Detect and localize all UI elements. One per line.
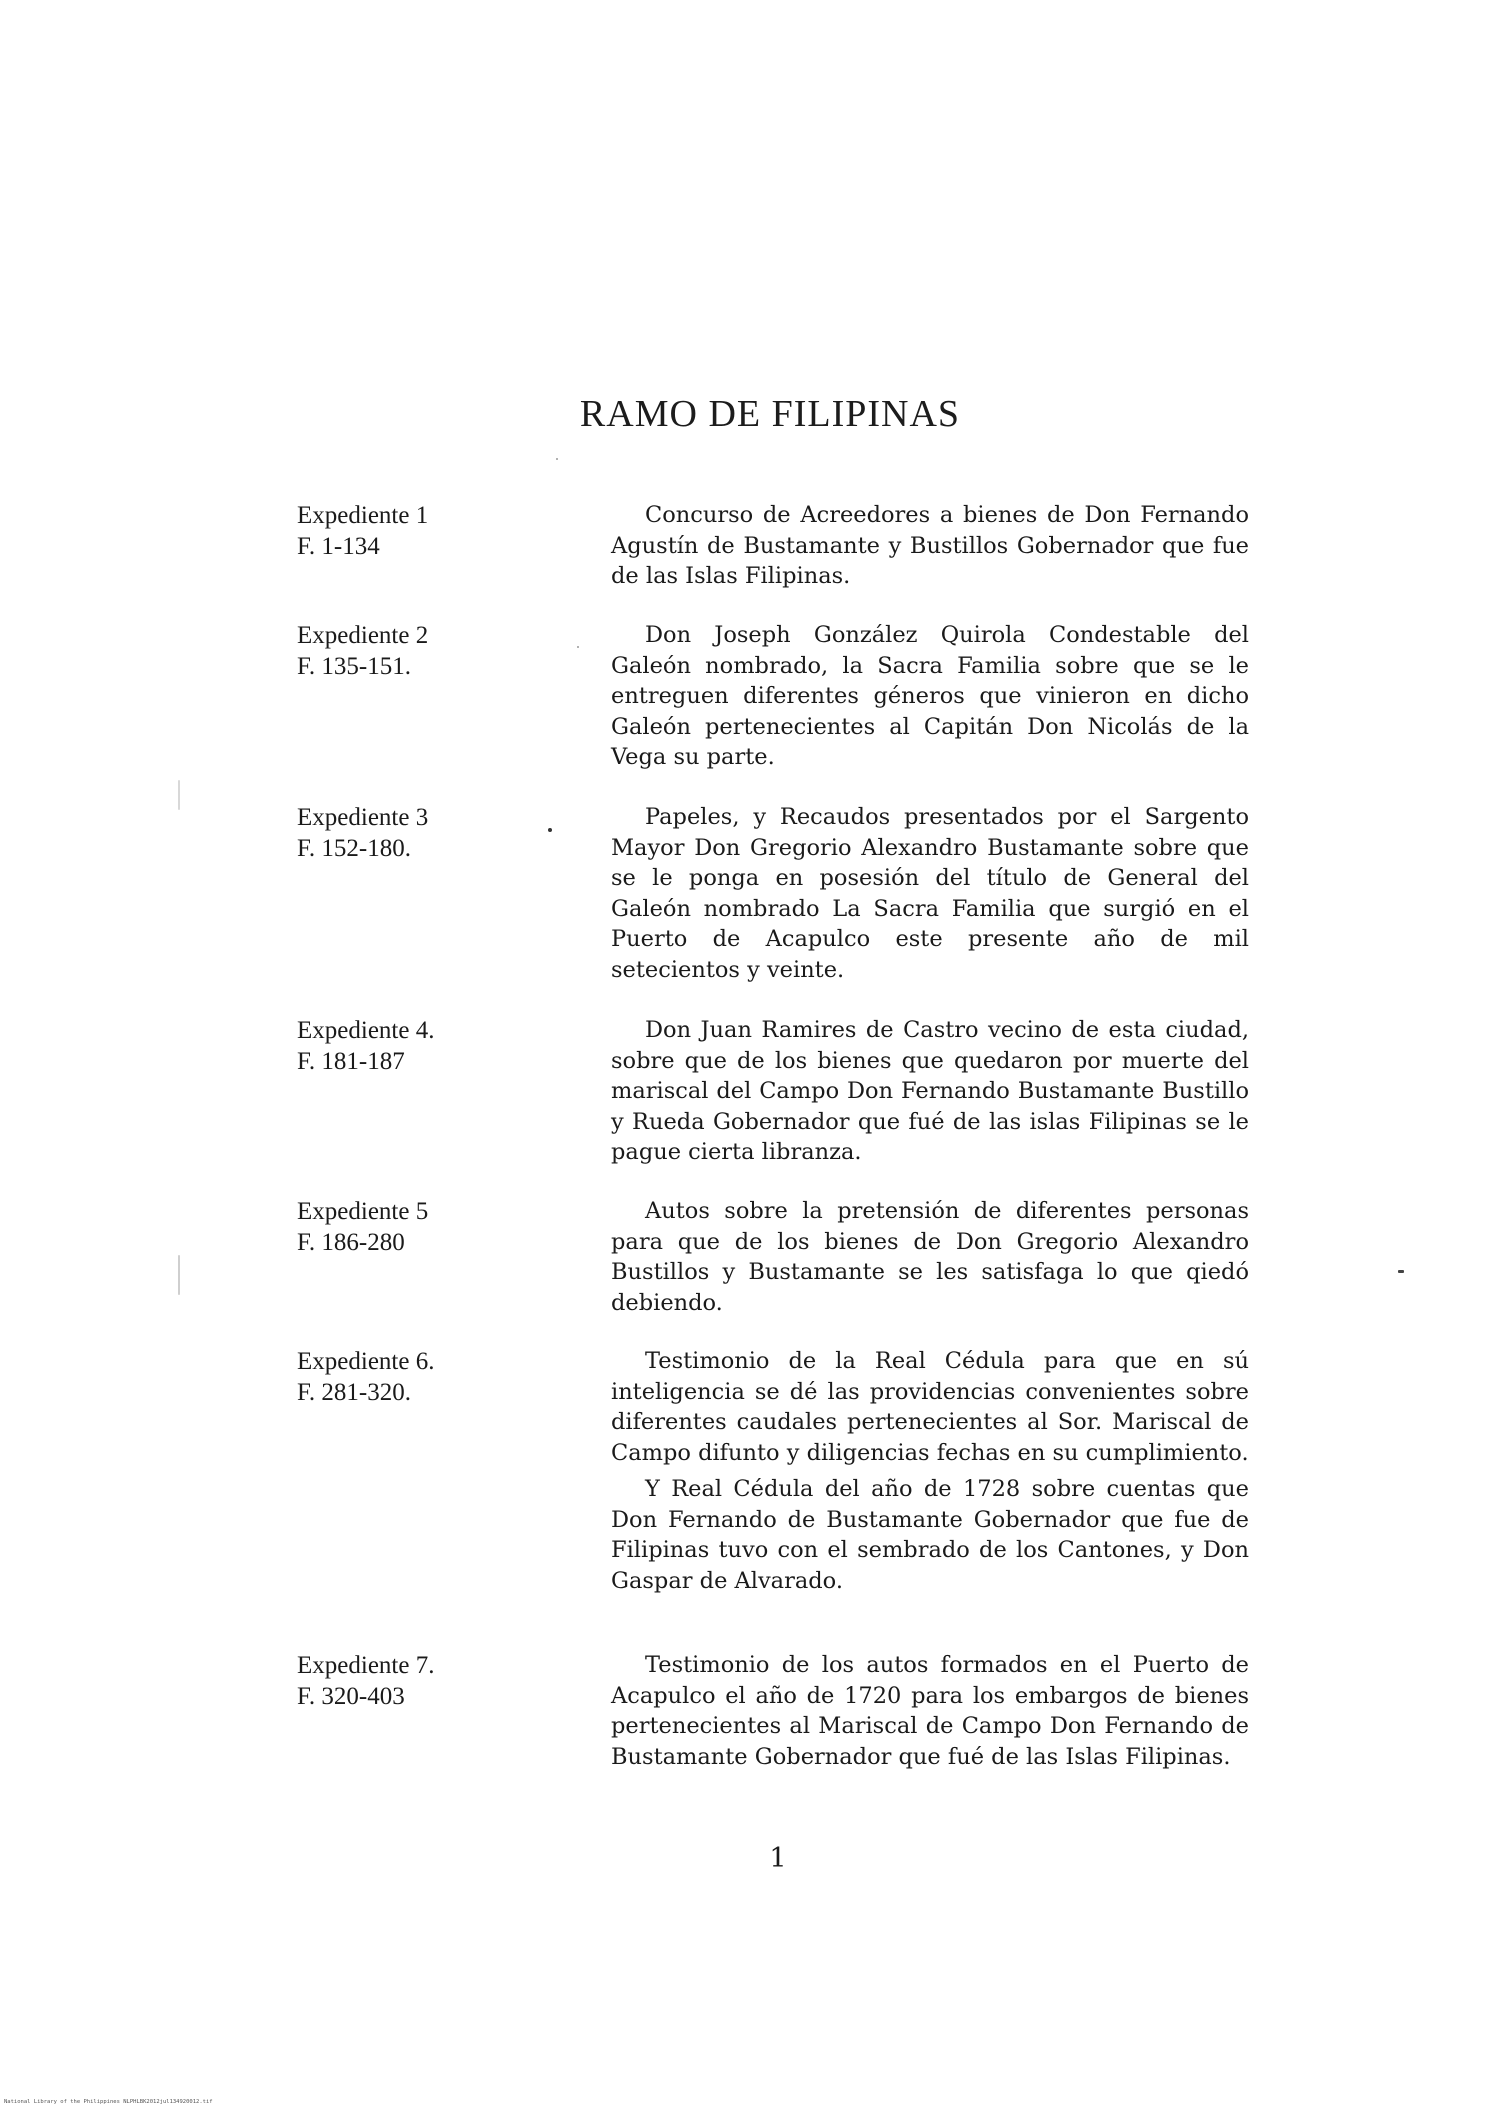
description-paragraph: Testimonio de la Real Cédula para que en sú inteligencia se dé las providencias convenientes sobre diferentes caudales pertenecientes al Sor. Mariscal de Campo difunto y diligencias fechas en su cumplimiento. — [611, 1348, 1249, 1466]
expediente-label: Expediente 3 — [297, 804, 429, 831]
folio-range: F. 320-403 — [297, 1683, 405, 1710]
description-paragraph: Y Real Cédula del año de 1728 sobre cuentas que Don Fernando de Bustamante Gobernador que fue de Filipinas tuvo con el sembrado de los Cantones, y Don Gaspar de Alvarado. — [611, 1476, 1249, 1594]
description-paragraph: Autos sobre la pretensión de diferentes personas para que de los bienes de Don Gregorio Alexandro Bustillos y Bustamante se les satisfaga lo que qiedó debiendo. — [611, 1198, 1249, 1316]
folio-range: F. 281-320. — [297, 1379, 411, 1406]
page-number: 1 — [769, 1843, 787, 1874]
archive-footer-stamp: National Library of the Philippines NLPHLBK2012jul134920012.tif — [4, 2099, 213, 2105]
expediente-label: Expediente 6. — [297, 1348, 435, 1375]
folio-range: F. 152-180. — [297, 835, 411, 862]
expediente-label: Expediente 5 — [297, 1198, 429, 1225]
description-paragraph: Testimonio de los autos formados en el Puerto de Acapulco el año de 1720 para los embargos de bienes pertenecientes al Mariscal de Campo Don Fernando de Bustamante Gobernador que fué de las Islas Filipinas. — [611, 1652, 1249, 1770]
entry-reference — [297, 1650, 434, 1712]
description-paragraph: Papeles, y Recaudos presentados por el Sargento Mayor Don Gregorio Alexandro Bustamante sobre que se le ponga en posesión del título de General del Galeón nombrado La Sacra Familia que surgió en el Puerto de Acapulco este presente año de mil setecientos y veinte. — [611, 804, 1249, 983]
scan-speck — [577, 646, 579, 648]
entry-reference — [297, 802, 428, 864]
entry-reference — [297, 500, 428, 562]
entry-reference — [297, 1196, 428, 1258]
entry-reference — [297, 1346, 434, 1408]
page-title: RAMO DE FILIPINAS — [579, 393, 961, 435]
entry-description — [611, 1346, 1249, 1596]
expediente-label: Expediente 4. — [297, 1017, 435, 1044]
entry-description — [611, 620, 1249, 773]
expediente-label: Expediente 2 — [297, 622, 429, 649]
expediente-label: Expediente 7. — [297, 1652, 435, 1679]
scan-speck — [548, 828, 552, 832]
scan-speck — [556, 458, 558, 460]
expediente-label: Expediente 1 — [297, 502, 429, 529]
scan-speck — [1398, 1270, 1404, 1273]
entry-description — [611, 802, 1249, 985]
description-paragraph: Don Juan Ramires de Castro vecino de esta ciudad, sobre que de los bienes que quedaron por muerte del mariscal del Campo Don Fernando Bustamante Bustillo y Rueda Gobernador que fué de las islas Filipinas se le pague cierta libranza. — [611, 1017, 1249, 1165]
scan-speck — [178, 780, 180, 810]
folio-range: F. 135-151. — [297, 653, 411, 680]
description-paragraph: Concurso de Acreedores a bienes de Don Fernando Agustín de Bustamante y Bustillos Gobernador que fue de las Islas Filipinas. — [611, 502, 1249, 589]
folio-range: F. 186-280 — [297, 1229, 405, 1256]
scan-speck — [178, 1255, 180, 1295]
entry-reference — [297, 1015, 434, 1077]
entry-description — [611, 500, 1249, 592]
folio-range: F. 1-134 — [297, 533, 380, 560]
entry-reference — [297, 620, 428, 682]
entry-description — [611, 1650, 1249, 1772]
folio-range: F. 181-187 — [297, 1048, 405, 1075]
description-paragraph: Don Joseph González Quirola Condestable del Galeón nombrado, la Sacra Familia sobre que se le entreguen diferentes géneros que vinieron en dicho Galeón pertenecientes al Capitán Don Nicolás de la Vega su parte. — [611, 622, 1249, 770]
entry-description — [611, 1196, 1249, 1318]
entry-description — [611, 1015, 1249, 1168]
